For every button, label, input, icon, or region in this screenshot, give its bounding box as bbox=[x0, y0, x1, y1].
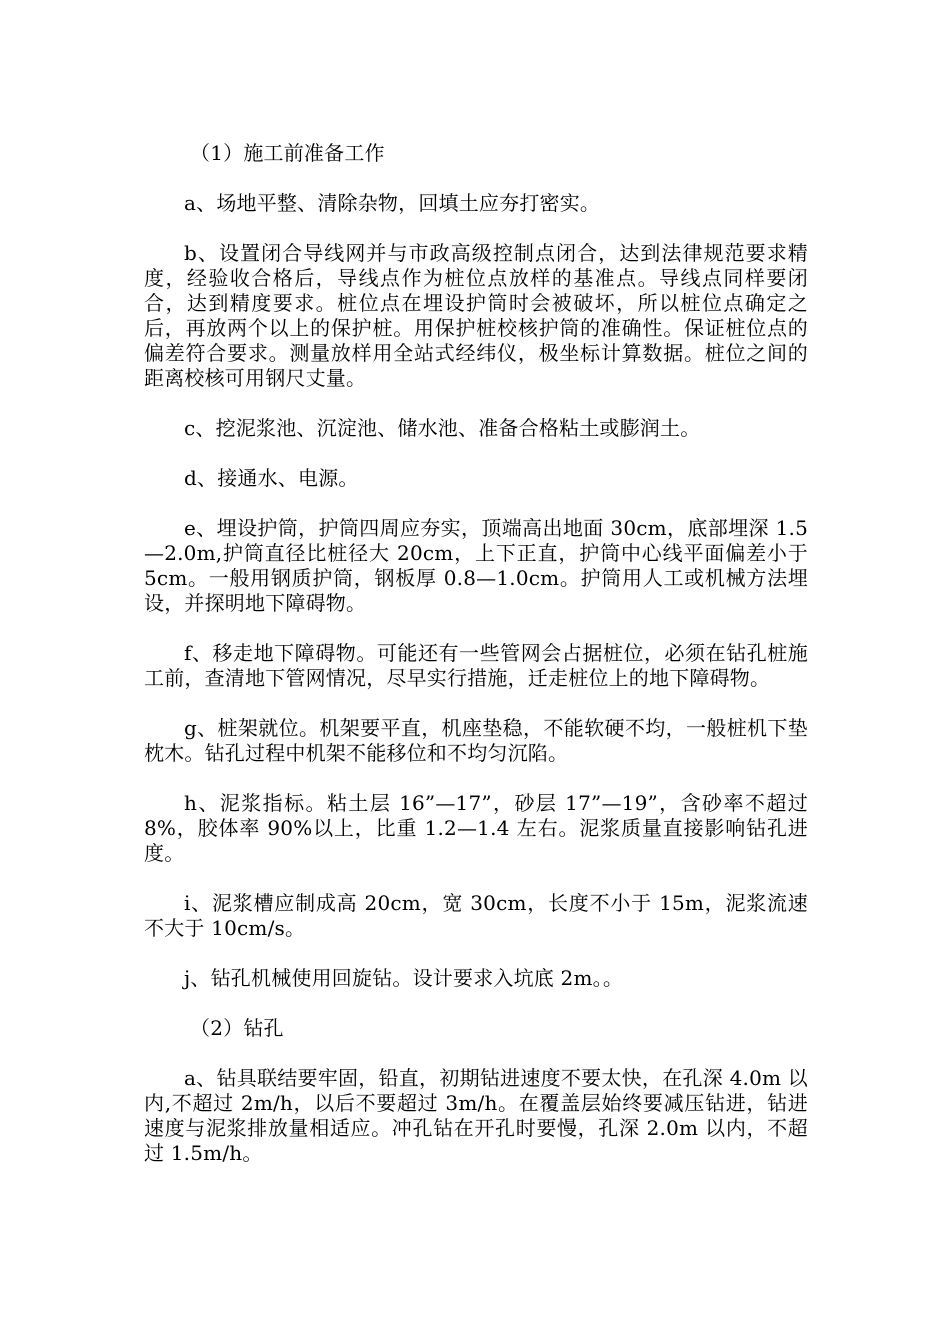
paragraph-f-obstacles: f、移走地下障碍物。可能还有一些管网会占据桩位，必须在钻孔桩施工前，查清地下管网情况，尽早实行措施，迁走桩位上的地下障碍物。 bbox=[144, 641, 808, 690]
paragraph-h-mud-indicators: h、泥浆指标。粘土层 16”—17”，砂层 17”—19”，含砂率不超过 8%，胶体率 90%以上，比重 1.2—1.4 左右。泥浆质量直接影响钻孔进度。 bbox=[144, 791, 808, 865]
paragraph-a-site-leveling: a、场地平整、清除杂物，回填土应夯打密实。 bbox=[184, 191, 601, 215]
paragraph-c-mud-pits: c、挖泥浆池、沉淀池、储水池、准备合格粘土或膨润土。 bbox=[184, 416, 701, 440]
paragraph-a-drill-connection: a、钻具联结要牢固，铅直，初期钻进速度不要太快，在孔深 4.0m 以内,不超过 2m/h，以后不要超过 3m/h。在覆盖层始终要减压钻进，钻进速度与泥浆排放量相适应。冲孔钻在开孔时要慢，孔深 2.0m 以内，不超过 1.5m/h。 bbox=[144, 1066, 808, 1165]
paragraph-j-drilling-machine: j、钻孔机械使用回旋钻。设计要求入坑底 2m。。 bbox=[184, 966, 624, 990]
paragraph-d-water-power: d、接通水、电源。 bbox=[184, 466, 359, 490]
paragraph-e-casing: e、埋设护筒，护筒四周应夯实，顶端高出地面 30cm，底部埋深 1.5—2.0m,护筒直径比桩径大 20cm，上下正直，护筒中心线平面偏差小于 5cm。一般用钢质护筒，钢板厚 0.8—1.0cm。护筒用人工或机械方法埋设，并探明地下障碍物。 bbox=[144, 516, 808, 615]
paragraph-b-survey-control: b、设置闭合导线网并与市政高级控制点闭合，达到法律规范要求精度，经验收合格后，导线点作为桩位点放样的基准点。导线点同样要闭合，达到精度要求。桩位点在埋设护筒时会被破坏，所以桩位点确定之后，再放两个以上的保护桩。用保护桩校核护筒的准确性。保证桩位点的偏差符合要求。测量放样用全站式经纬仪，极坐标计算数据。桩位之间的距离校核可用钢尺丈量。 bbox=[144, 241, 808, 390]
section-heading-preparation: （1）施工前准备工作 bbox=[190, 141, 385, 165]
paragraph-g-rig-positioning: g、桩架就位。机架要平直，机座垫稳，不能软硬不均，一般桩机下垫枕木。钻孔过程中机架不能移位和不均匀沉陷。 bbox=[144, 716, 808, 765]
section-heading-drilling: （2）钻孔 bbox=[190, 1016, 284, 1040]
document-body bbox=[144, 141, 808, 1191]
paragraph-i-mud-channel: i、泥浆槽应制成高 20cm，宽 30cm，长度不小于 15m，泥浆流速不大于 10cm/s。 bbox=[144, 891, 808, 940]
